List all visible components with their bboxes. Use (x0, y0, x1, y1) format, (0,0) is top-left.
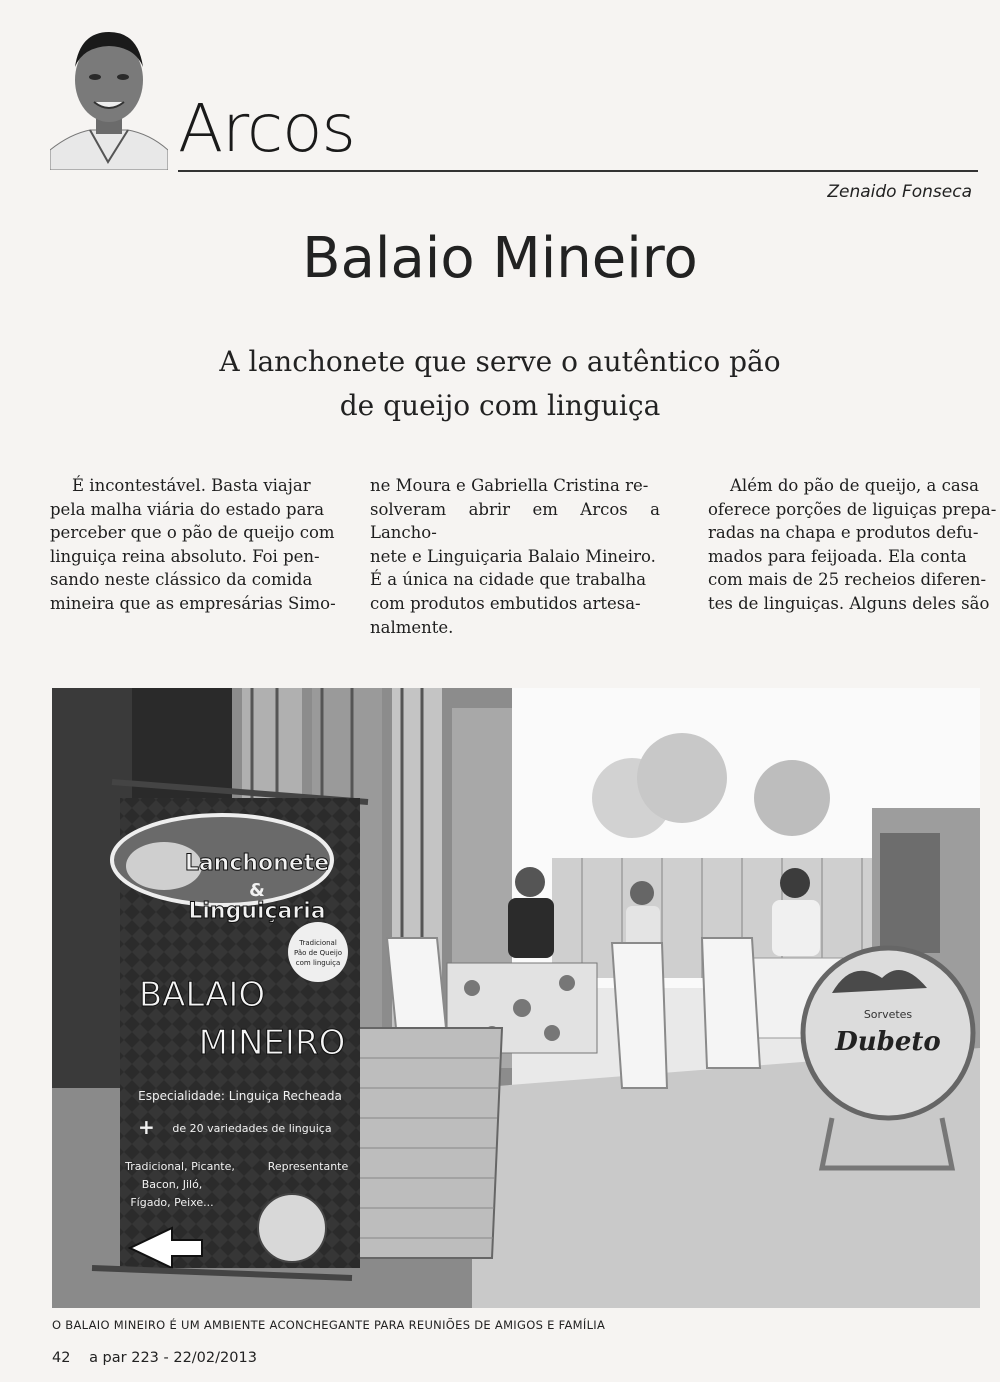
banner-name1: BALAIO (138, 975, 266, 1015)
banner-name2: MINEIRO (198, 1023, 346, 1063)
subheadline-line: A lanchonete que serve o autêntico pão (219, 345, 781, 378)
article-body (50, 474, 1000, 637)
text-line: perceber que o pão de queijo com (50, 523, 335, 543)
photo-illustration (52, 688, 980, 1308)
header-rule (178, 170, 978, 172)
text-line: tes de linguiças. Alguns deles são (708, 593, 990, 613)
sign-small-text: Sorvetes (863, 1008, 913, 1021)
author-photo (50, 22, 168, 170)
subheadline-line: de queijo com linguiça (339, 389, 661, 422)
article-photo (52, 688, 980, 1308)
banner-flavors: Fígado, Peixe... (130, 1196, 214, 1209)
banner-badge-line: Pão de Queijo (293, 949, 343, 957)
text-line: É incontestável. Basta viajar (72, 476, 311, 495)
text-line: oferece porções de liguiças prepa- (708, 499, 997, 519)
text-line: sando neste clássico da comida (50, 570, 313, 590)
page-footer (52, 1350, 257, 1366)
banner-flavors: Tradicional, Picante, (125, 1160, 235, 1173)
text-line: nete e Linguiçaria Balaio Mineiro. (370, 546, 656, 566)
text-line: radas na chapa e produtos defu- (708, 523, 979, 543)
author-name: Zenaido Fonseca (827, 182, 972, 202)
text-line: mineira que as empresárias Simo- (50, 593, 336, 613)
banner-badge-line: Tradicional (299, 939, 337, 947)
sign-brand-text: Dubeto (835, 1027, 941, 1057)
banner-specialty: Especialidade: Linguiça Recheada (138, 1089, 342, 1103)
banner-line1: Lanchonete (184, 851, 330, 876)
column-3 (708, 474, 1000, 616)
banner-varieties: de 20 variedades de linguiça (172, 1122, 332, 1135)
photo-caption: O BALAIO MINEIRO É UM AMBIENTE ACONCHEGANTE PARA REUNIÕES DE AMIGOS E FAMÍLIA (52, 1318, 606, 1332)
banner-badge-line: com linguiça (295, 959, 341, 967)
subheadline (150, 340, 850, 428)
banner-plus: + (138, 1115, 155, 1139)
author-portrait (50, 22, 168, 170)
text-line: com mais de 25 recheios diferen- (708, 570, 987, 590)
banner-line2: & (249, 880, 265, 901)
banner-flavors: Bacon, Jiló, (141, 1178, 203, 1191)
column-1 (50, 474, 340, 616)
page-number: 42 (52, 1350, 71, 1366)
text-line: linguiça reina absoluto. Foi pen- (50, 546, 320, 566)
text-line: Além do pão de queijo, a casa (730, 476, 979, 495)
text-line: mados para feijoada. Ela conta (708, 546, 967, 566)
text-line: ne Moura e Gabriella Cristina re- (370, 476, 649, 495)
text-line: solveram abrir em Arcos a Lancho- (370, 499, 660, 543)
text-line: com produtos embutidos artesa- (370, 593, 641, 613)
text-line: pela malha viária do estado para (50, 499, 325, 519)
column-2 (370, 474, 660, 639)
column-title: Arcos (178, 90, 355, 167)
text-line: nalmente. (370, 617, 454, 637)
text-line: É a única na cidade que trabalha (370, 570, 647, 590)
headline: Balaio Mineiro (302, 226, 698, 291)
banner-line3: Linguiçaria (188, 899, 326, 924)
banner-representante: Representante (267, 1160, 349, 1173)
issue-info: a par 223 - 22/02/2013 (89, 1350, 257, 1366)
